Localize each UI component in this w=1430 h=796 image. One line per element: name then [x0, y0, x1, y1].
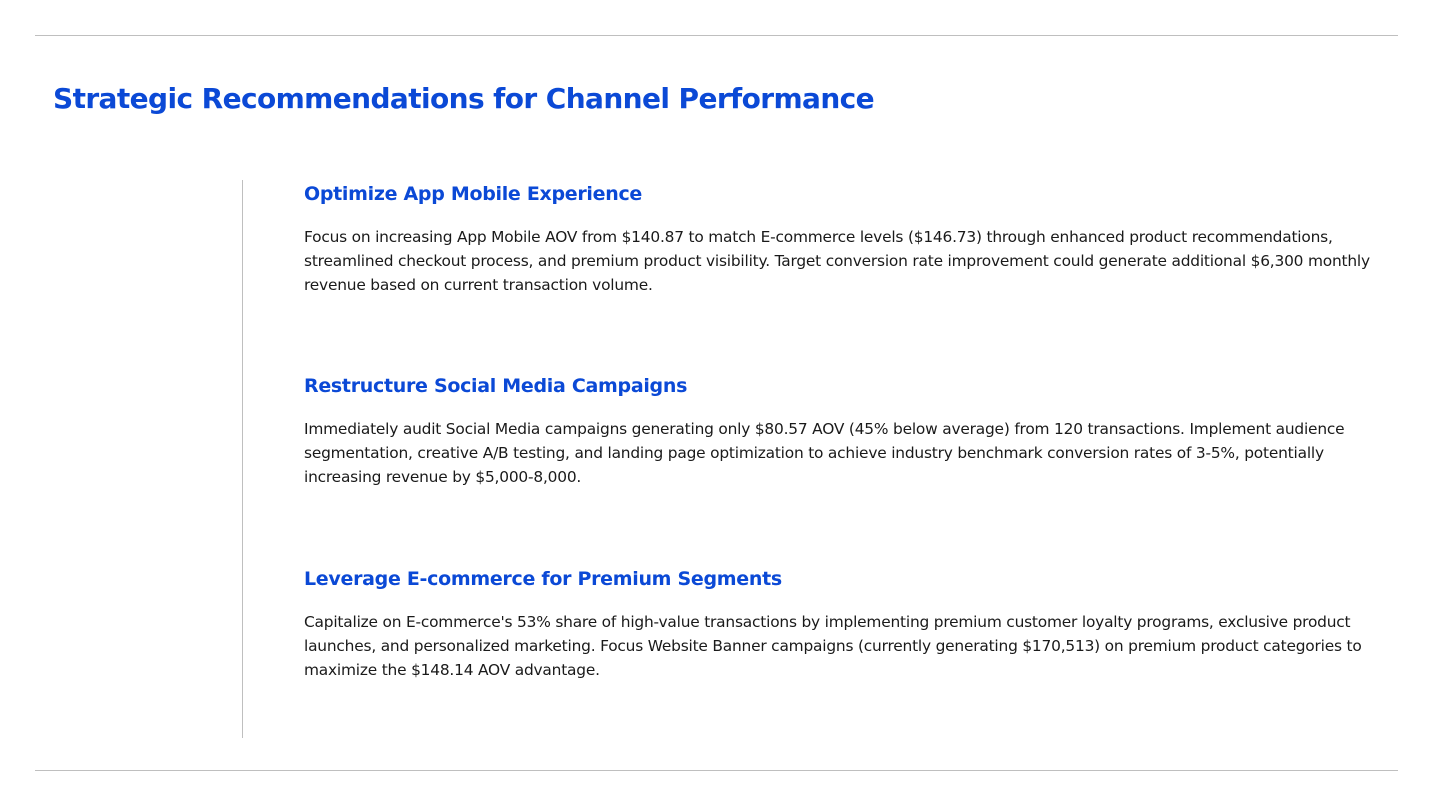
recommendation-body: Capitalize on E-commerce's 53% share of high-value transactions by implementing premium customer loyalty programs, exclusive product launches, and personalized marketing. Focus Website Banner campaigns (currently generating $170,513) on premium product categories to maximize the $148.14 AOV advantage. — [304, 613, 1362, 679]
recommendation-app-mobile — [304, 180, 1398, 297]
top-rule — [35, 35, 1398, 36]
recommendation-body: Immediately audit Social Media campaigns generating only $80.57 AOV (45% below average) from 120 transactions. Implement audience segmentation, creative A/B testing, and landing page optimization to achieve industry benchmark conversion rates of 3-5%, potentially increasing revenue by $5,000-8,000. — [304, 420, 1345, 486]
page-title: Strategic Recommendations for Channel Performance — [53, 82, 875, 115]
recommendation-body: Focus on increasing App Mobile AOV from $140.87 to match E-commerce levels ($146.73) through enhanced product recommendations, streamlined checkout process, and premium product visibility. Target conversion rate improvement could generate additional $6,300 monthly revenue based on current transaction volume. — [304, 228, 1370, 294]
vertical-divider — [242, 180, 243, 738]
bottom-rule — [35, 770, 1398, 771]
recommendation-ecommerce — [304, 565, 1398, 682]
recommendation-social-media — [304, 372, 1398, 489]
recommendation-heading: Optimize App Mobile Experience — [304, 183, 642, 205]
recommendation-heading: Leverage E-commerce for Premium Segments — [304, 568, 782, 590]
recommendation-heading: Restructure Social Media Campaigns — [304, 375, 688, 397]
